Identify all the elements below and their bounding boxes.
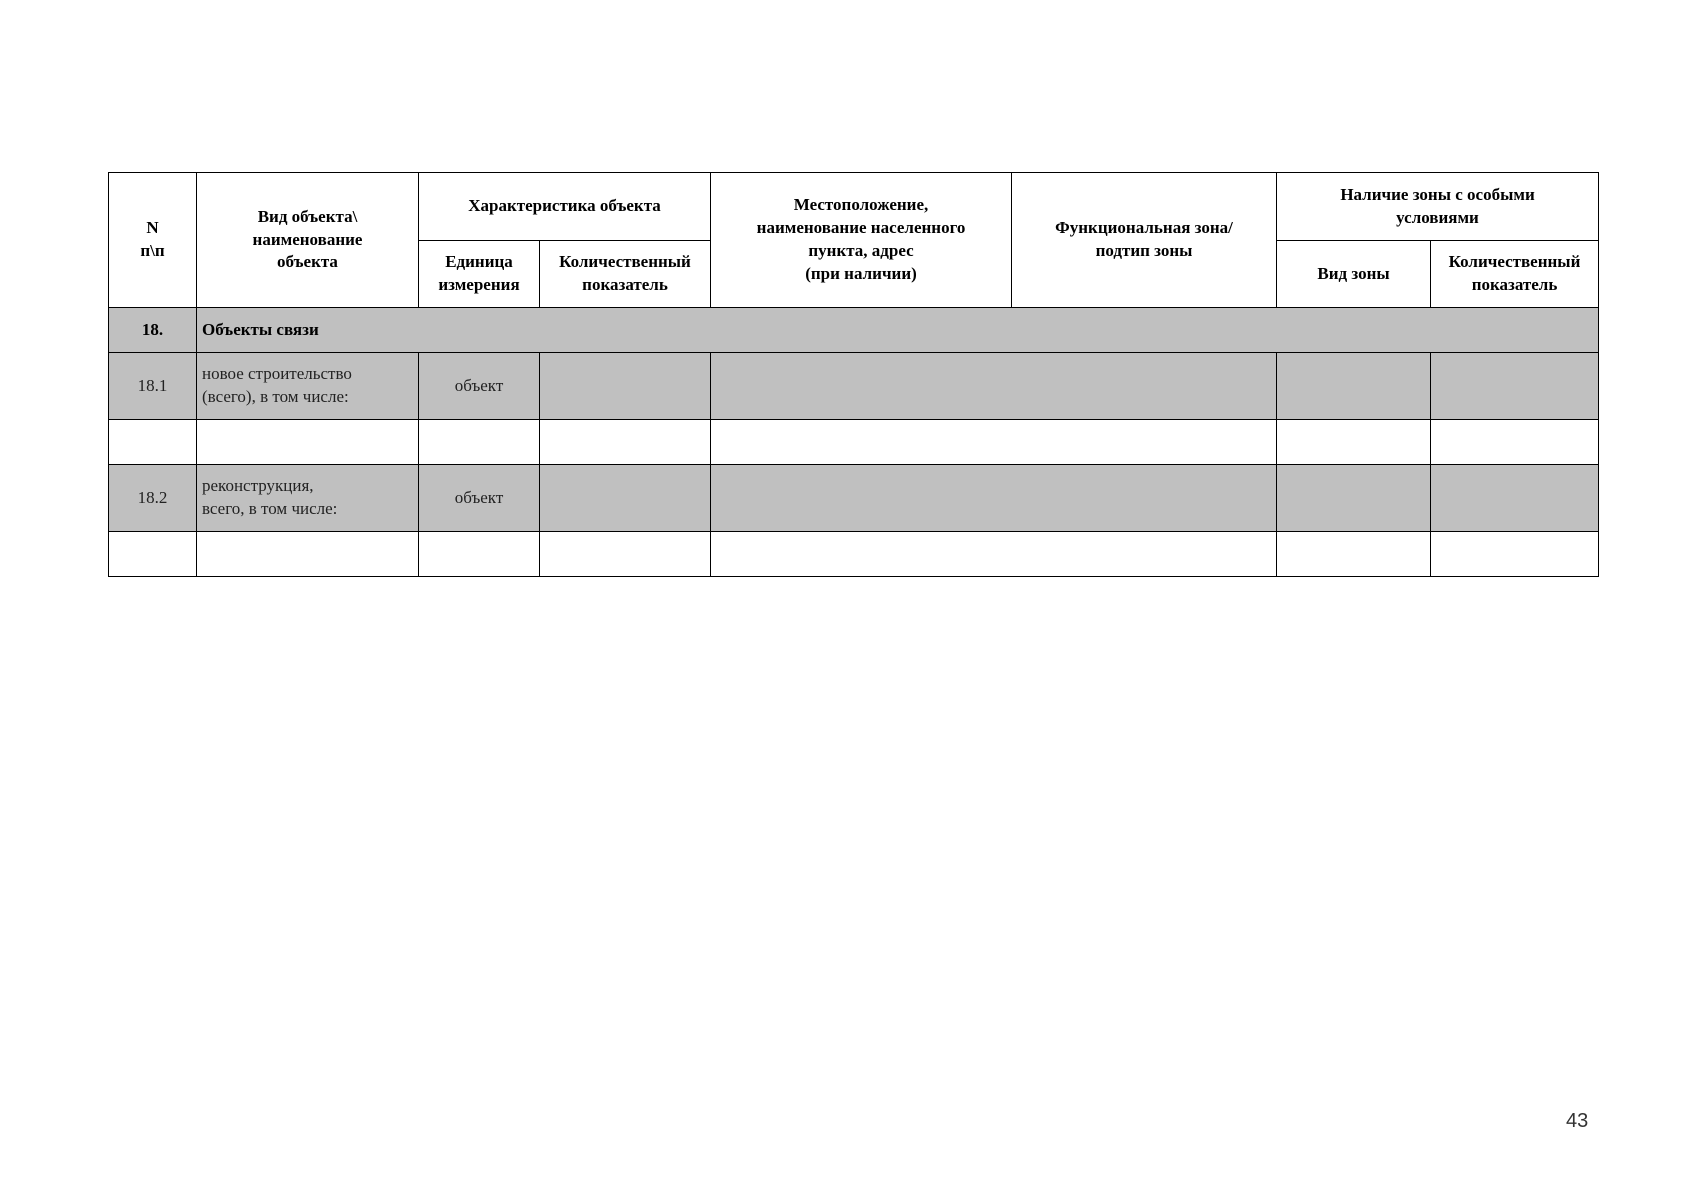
table-row xyxy=(109,420,1599,465)
blank-cell xyxy=(1431,532,1599,577)
blank-cell xyxy=(1277,532,1431,577)
blank-cell xyxy=(540,420,711,465)
header-special-zone: Наличие зоны с особыми условиями xyxy=(1277,173,1599,241)
row-unit: объект xyxy=(419,353,540,420)
row-kind: реконструкция, всего, в том числе: xyxy=(197,465,419,532)
section-num: 18. xyxy=(109,308,197,353)
row-unit: объект xyxy=(419,465,540,532)
header-zone-quantity: Количественный показатель xyxy=(1431,241,1599,308)
blank-cell xyxy=(197,420,419,465)
header-quantity: Количественный показатель xyxy=(540,241,711,308)
row-location-zone xyxy=(711,465,1277,532)
blank-cell xyxy=(109,420,197,465)
row-num: 18.2 xyxy=(109,465,197,532)
header-functional-zone: Функциональная зона/ подтип зоны xyxy=(1012,173,1277,308)
row-num: 18.1 xyxy=(109,353,197,420)
blank-cell xyxy=(711,532,1277,577)
row-location-zone xyxy=(711,353,1277,420)
blank-cell xyxy=(711,420,1277,465)
blank-cell xyxy=(197,532,419,577)
row-zone-quantity xyxy=(1431,465,1599,532)
section-title: Объекты связи xyxy=(197,308,1599,353)
header-zone-type: Вид зоны xyxy=(1277,241,1431,308)
row-quantity xyxy=(540,353,711,420)
header-kind: Вид объекта\ наименование объекта xyxy=(197,173,419,308)
row-quantity xyxy=(540,465,711,532)
blank-cell xyxy=(540,532,711,577)
header-location: Местоположение, наименование населенного пункта, адрес (при наличии) xyxy=(711,173,1012,308)
page-number: 43 xyxy=(1566,1110,1589,1132)
blank-cell xyxy=(1277,420,1431,465)
blank-cell xyxy=(1431,420,1599,465)
header-characteristic: Характеристика объекта xyxy=(419,173,711,241)
row-kind: новое строительство (всего), в том числе: xyxy=(197,353,419,420)
table-row xyxy=(109,353,1599,420)
blank-cell xyxy=(419,532,540,577)
header-num: N п\п xyxy=(109,173,197,308)
row-zone-type xyxy=(1277,465,1431,532)
blank-cell xyxy=(419,420,540,465)
table-row xyxy=(109,532,1599,577)
row-zone-type xyxy=(1277,353,1431,420)
header-unit: Единица измерения xyxy=(419,241,540,308)
objects-table xyxy=(108,172,1599,577)
section-row xyxy=(109,308,1599,353)
blank-cell xyxy=(109,532,197,577)
table-row xyxy=(109,465,1599,532)
row-zone-quantity xyxy=(1431,353,1599,420)
